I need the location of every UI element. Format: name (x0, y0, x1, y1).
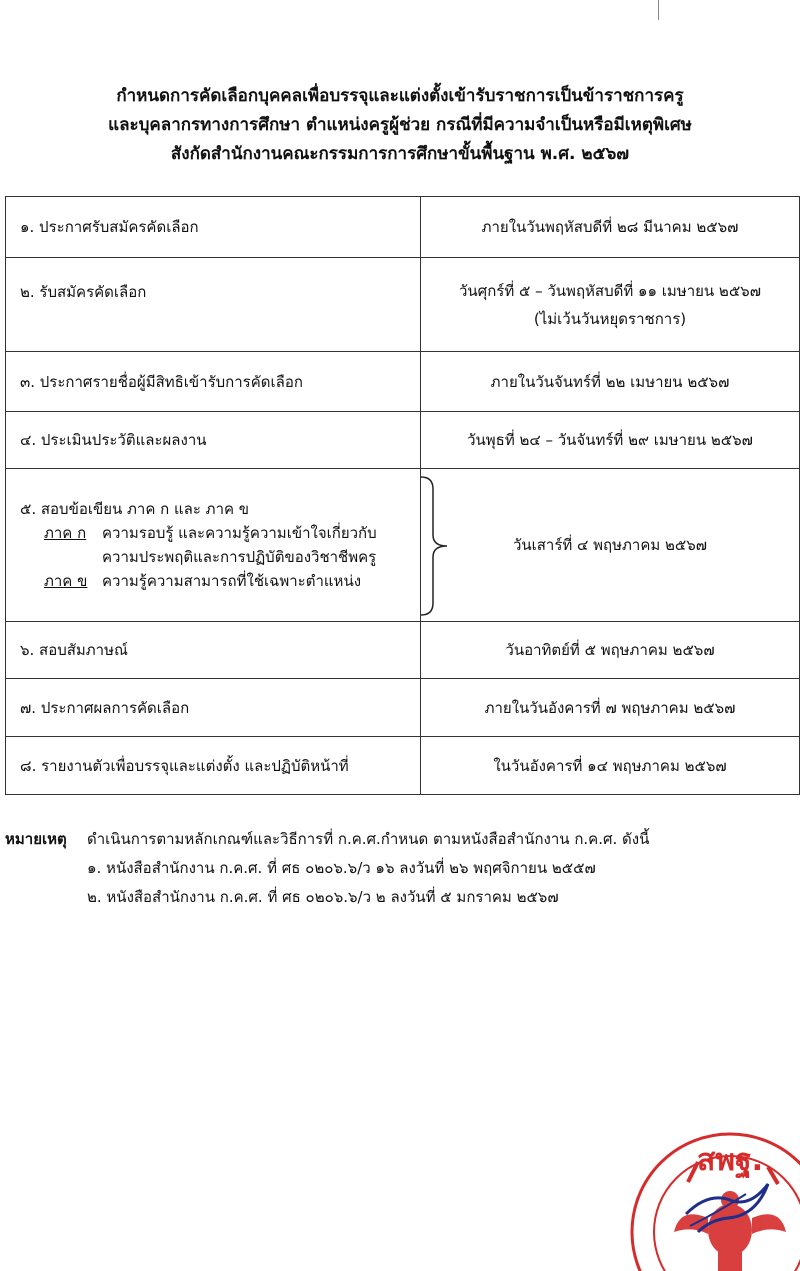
note-item: ๒. หนังสือสำนักงาน ก.ค.ศ. ที่ ศธ ๐๒๐๖.๖/ว ๒ ลงวันที่ ๕ มกราคม ๒๕๖๗ (87, 888, 559, 906)
activity-cell: ๒. รับสมัครคัดเลือก (6, 258, 421, 352)
curly-brace-icon (419, 475, 459, 617)
date-cell: วันอาทิตย์ที่ ๕ พฤษภาคม ๒๕๖๗ (421, 622, 800, 679)
table-row (6, 412, 800, 469)
title-line-3: สังกัดสำนักงานคณะกรรมการการศึกษาขั้นพื้นฐาน พ.ศ. ๒๕๖๗ (170, 144, 630, 164)
note-heading: หมายเหตุ (5, 830, 67, 848)
note-item: ๑. หนังสือสำนักงาน ก.ค.ศ. ที่ ศธ ๐๒๐๖.๖/ว ๑๖ ลงวันที่ ๒๖ พฤศจิกายน ๒๕๕๗ (87, 859, 596, 877)
part-a-label: ภาค ก (44, 524, 87, 542)
table-row (6, 469, 800, 622)
document-title (0, 82, 800, 169)
part-b-label: ภาค ข (44, 572, 88, 590)
table-row (6, 197, 800, 258)
part-a-text-2: ความประพฤติและการปฏิบัติของวิชาชีพครู (102, 548, 377, 566)
activity-cell: ๗. ประกาศผลการคัดเลือก (6, 679, 421, 737)
title-line-2: และบุคลากรทางการศึกษา ตำแหน่งครูผู้ช่วย กรณีที่มีความจำเป็นหรือมีเหตุพิเศษ (108, 115, 692, 135)
date-cell: วันพุธที่ ๒๔ – วันจันทร์ที่ ๒๙ เมษายน ๒๕๖๗ (421, 412, 800, 469)
activity-cell: ๘. รายงานตัวเพื่อบรรจุและแต่งตั้ง และปฏิบัติหน้าที่ (6, 737, 421, 795)
date-cell: ภายในวันจันทร์ที่ ๒๒ เมษายน ๒๕๖๗ (421, 352, 800, 412)
activity-cell: ๓. ประกาศรายชื่อผู้มีสิทธิเข้ารับการคัดเลือก (6, 352, 421, 412)
table-row (6, 258, 800, 352)
official-seal (618, 1122, 800, 1271)
activity-cell (6, 469, 421, 622)
title-line-1: กำหนดการคัดเลือกบุคคลเพื่อบรรจุและแต่งตั้งเข้ารับราชการเป็นข้าราชการครู (116, 86, 684, 106)
date-cell (421, 469, 800, 622)
activity-cell: ๑. ประกาศรับสมัครคัดเลือก (6, 197, 421, 258)
part-a-text: ความรอบรู้ และความรู้ความเข้าใจเกี่ยวกับ (102, 524, 377, 542)
schedule-table (5, 196, 800, 795)
date-text: วันเสาร์ที่ ๔ พฤษภาคม ๒๕๖๗ (512, 536, 708, 554)
page-edge-mark (658, 0, 659, 20)
activity-cell: ๔. ประเมินประวัติและผลงาน (6, 412, 421, 469)
table-row (6, 622, 800, 679)
table-row (6, 679, 800, 737)
date-cell (421, 258, 800, 352)
date-text: วันศุกร์ที่ ๕ – วันพฤหัสบดีที่ ๑๑ เมษายน ๒๕๖๗ (459, 281, 761, 300)
svg-text:สพฐ.: สพฐ. (696, 1143, 764, 1178)
note-text: ดำเนินการตามหลักเกณฑ์และวิธีการที่ ก.ค.ศ.กำหนด ตามหนังสือสำนักงาน ก.ค.ศ. ดังนี้ (87, 830, 650, 848)
date-note: (ไม่เว้นวันหยุดราชการ) (533, 309, 687, 328)
exam-title: ๕. สอบข้อเขียน ภาค ก และ ภาค ข (20, 500, 250, 518)
date-cell: ในวันอังคารที่ ๑๔ พฤษภาคม ๒๕๖๗ (421, 737, 800, 795)
table-row (6, 352, 800, 412)
table-row (6, 737, 800, 795)
note-section (5, 825, 649, 912)
activity-cell: ๖. สอบสัมภาษณ์ (6, 622, 421, 679)
date-cell: ภายในวันพฤหัสบดีที่ ๒๘ มีนาคม ๒๕๖๗ (421, 197, 800, 258)
date-cell: ภายในวันอังคารที่ ๗ พฤษภาคม ๒๕๖๗ (421, 679, 800, 737)
part-b-text: ความรู้ความสามารถที่ใช้เฉพาะตำแหน่ง (102, 572, 362, 590)
